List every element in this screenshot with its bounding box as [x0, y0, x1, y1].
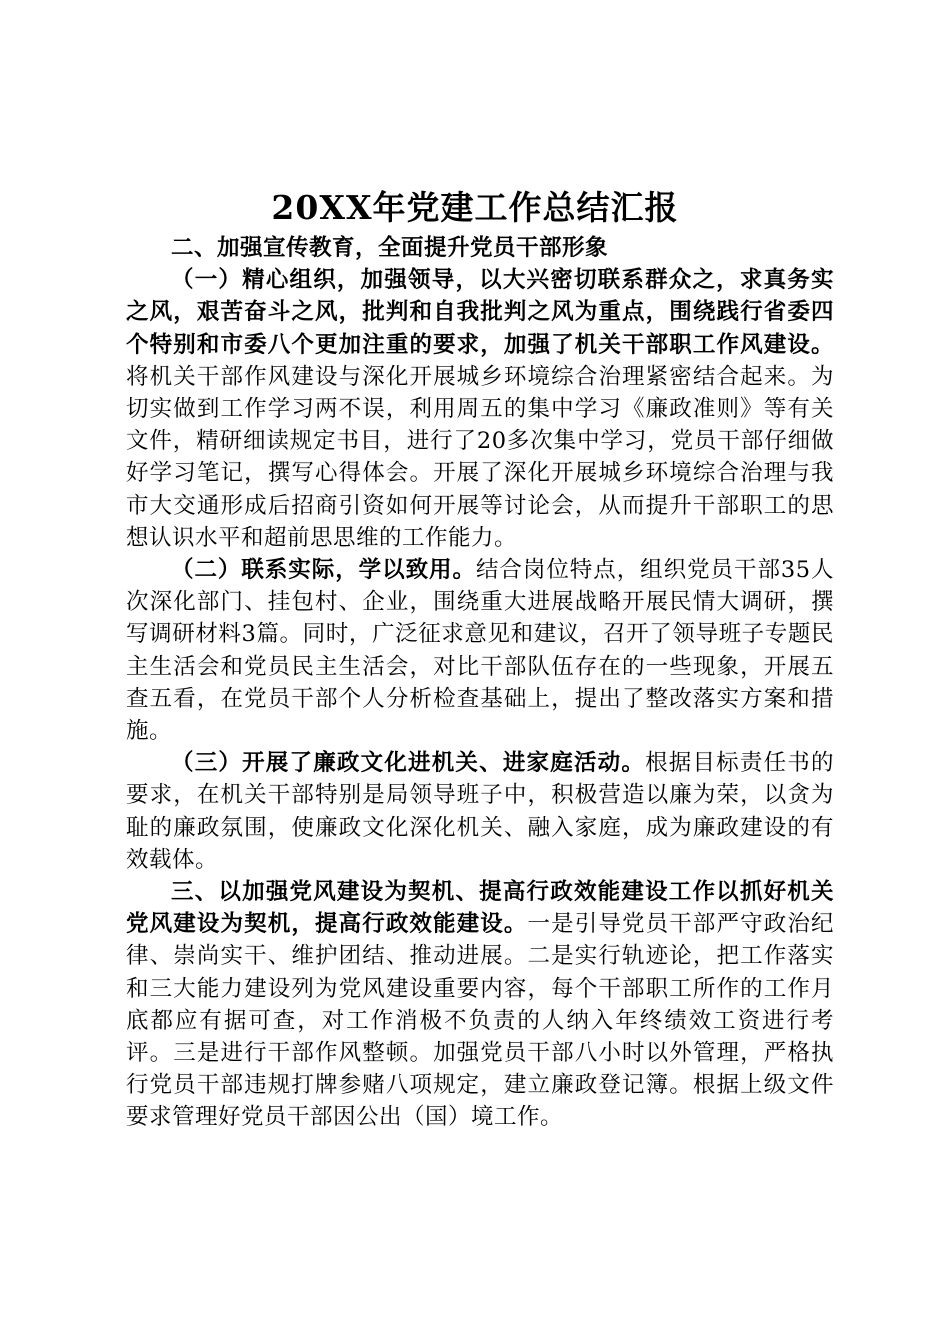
- paragraph-2: [126, 554, 834, 747]
- paragraph-4-lead: 三、以加强党风建设为契机、提高行政效能建设工作以抓好机关党风建设为契机，提高行政效能建设。: [126, 879, 834, 938]
- paragraph-4-body: 一是引导党员干部严守政治纪律、崇尚实干、维护团结、推动进展。二是实行轨迹论，把工作落实和三大能力建设列为党风建设重要内容，每个干部职工所作的工作月底都应有据可查，对工作消极不负责的人纳入年终绩效工资进行考评。三是进行干部作风整顿。加强党员干部八小时以外管理，严格执行党员干部违规打牌参赌八项规定，建立廉政登记簿。根据上级文件要求管理好党员干部因公出（国）境工作。: [126, 911, 834, 1131]
- paragraph-1-body: 将机关干部作风建设与深化开展城乡环境综合治理紧密结合起来。为切实做到工作学习两不误，利用周五的集中学习《廉政准则》等有关文件，精研细读规定书目，进行了20多次集中学习，党员干部仔细做好学习笔记，撰写心得体会。开展了深化开展城乡环境综合治理与我市大交通形成后招商引资如何开展等讨论会，从而提升干部职工的思想认识水平和超前思思维的工作能力。: [126, 363, 834, 551]
- paragraph-4: [126, 876, 834, 1134]
- paragraph-2-lead: （二）联系实际，学以致用。: [171, 557, 476, 584]
- paragraph-2-body: 结合岗位特点，组织党员干部35人次深化部门、挂包村、企业，围绕重大进展战略开展民情大调研，撰写调研材料3篇。同时，广泛征求意见和建议，召开了领导班子专题民主生活会和党员民主生活会，对比干部队伍存在的一些现象，开展五查五看，在党员干部个人分析检查基础上，提出了整改落实方案和措施。: [126, 557, 834, 745]
- paragraph-3: [126, 747, 834, 876]
- paragraph-3-lead: （三）开展了廉政文化进机关、进家庭活动。: [171, 750, 646, 777]
- paragraph-1: [126, 264, 834, 554]
- document-title: 20XX年党建工作总结汇报: [271, 188, 679, 227]
- paragraph-1-lead: （一）精心组织，加强领导，以大兴密切联系群众之，求真务实之风，艰苦奋斗之风，批判和自我批判之风为重点，围绕践行省委四个特别和市委八个更加注重的要求，加强了机关干部职工作风建设。: [126, 267, 834, 358]
- section-heading: 二、加强宣传教育，全面提升党员干部形象: [171, 235, 609, 261]
- document-body: [126, 232, 834, 1134]
- paragraph-3-body: 根据目标责任书的要求，在机关干部特别是局领导班子中，积极营造以廉为荣，以贪为耻的廉政氛围，使廉政文化深化机关、融入家庭，成为廉政建设的有效载体。: [126, 750, 834, 873]
